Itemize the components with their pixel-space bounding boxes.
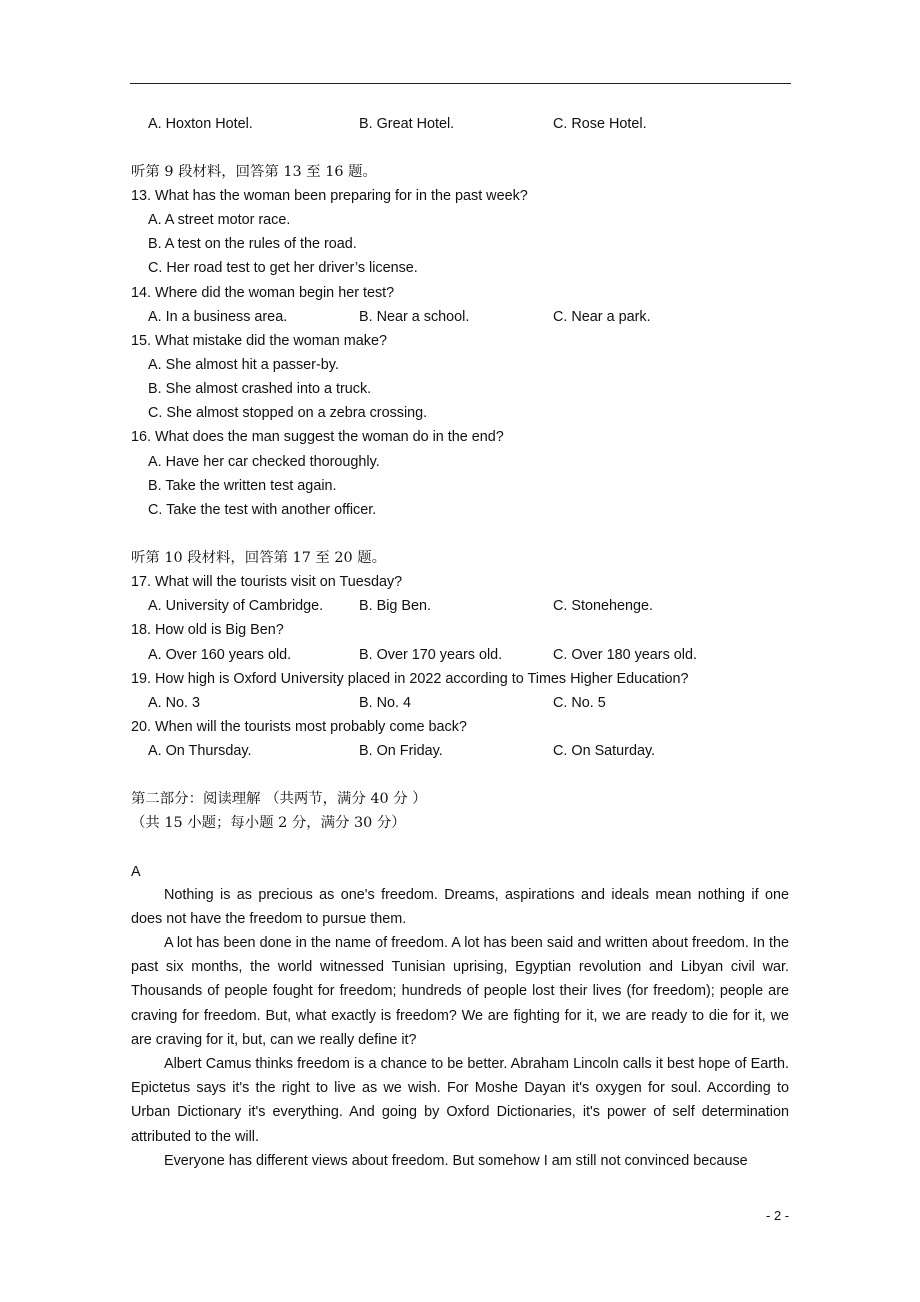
q18-option-b: B. Over 170 years old.	[359, 647, 503, 663]
q13-option-a: A. A street motor race.	[148, 212, 291, 228]
q13-option-b: B. A test on the rules of the road.	[148, 236, 357, 252]
q14-question: 14. Where did the woman begin her test?	[131, 285, 395, 301]
passage-paragraph-3: Albert Camus thinks freedom is a chance to be better. Abraham Lincoln calls it best hope of Earth. Epictetus says it's the right to live as we wish. For Moshe Dayan it's oxygen for soul. According to Urban Dictionary it's everything. And going by Oxford Dictionaries, it's power of self determination attributed to the will.	[131, 1056, 789, 1145]
passage-label: A	[131, 864, 141, 880]
passage-paragraph-2: A lot has been done in the name of freedom. A lot has been said and written about freedom. In the past six months, the world witnessed Tunisian uprising, Egyptian revolution and Libyan civil war. Thousands of people fought for freedom; hundreds of people lost their lives (for freedom); people are craving for freedom. But, what exactly is freedom? We are fighting for it, we are ready to die for it, we are craving for it, but, can we really define it?	[131, 935, 789, 1048]
q15-question: 15. What mistake did the woman make?	[131, 333, 387, 349]
q20-option-a: A. On Thursday.	[148, 743, 252, 759]
q15-option-c: C. She almost stopped on a zebra crossing.	[148, 405, 428, 421]
page-number: - 2 -	[766, 1208, 790, 1223]
q20-option-b: B. On Friday.	[359, 743, 443, 759]
q19-option-c: C. No. 5	[553, 695, 606, 711]
q12-option-a: A. Hoxton Hotel.	[148, 116, 253, 132]
q18-option-a: A. Over 160 years old.	[148, 647, 292, 663]
part2-subtitle: （共 15 小题；每小题 2 分，满分 30 分）	[131, 815, 406, 831]
q16-option-c: C. Take the test with another officer.	[148, 502, 377, 518]
section-9-header: 听第 9 段材料，回答第 13 至 16 题。	[131, 164, 377, 180]
q17-option-b: B. Big Ben.	[359, 598, 431, 614]
section-10-header: 听第 10 段材料，回答第 17 至 20 题。	[131, 550, 387, 566]
q20-option-c: C. On Saturday.	[553, 743, 656, 759]
q12-option-c: C. Rose Hotel.	[553, 116, 647, 132]
passage-paragraph-4: Everyone has different views about freedom. But somehow I am still not convinced because	[164, 1153, 748, 1169]
q14-option-b: B. Near a school.	[359, 309, 470, 325]
q18-option-c: C. Over 180 years old.	[553, 647, 697, 663]
q15-option-b: B. She almost crashed into a truck.	[148, 381, 372, 397]
header-rule	[130, 83, 791, 84]
q16-option-b: B. Take the written test again.	[148, 478, 337, 494]
q19-option-b: B. No. 4	[359, 695, 411, 711]
q19-question: 19. How high is Oxford University placed in 2022 according to Times Higher Education?	[131, 671, 689, 687]
q19-option-a: A. No. 3	[148, 695, 200, 711]
q12-option-b: B. Great Hotel.	[359, 116, 455, 132]
q17-question: 17. What will the tourists visit on Tuesday?	[131, 574, 403, 590]
q14-option-c: C. Near a park.	[553, 309, 651, 325]
q13-question: 13. What has the woman been preparing for in the past week?	[131, 188, 528, 204]
q16-question: 16. What does the man suggest the woman do in the end?	[131, 429, 504, 445]
q17-option-c: C. Stonehenge.	[553, 598, 654, 614]
q20-question: 20. When will the tourists most probably come back?	[131, 719, 467, 735]
q17-option-a: A. University of Cambridge.	[148, 598, 324, 614]
q16-option-a: A. Have her car checked thoroughly.	[148, 454, 380, 470]
passage-paragraph-1: Nothing is as precious as one's freedom. Dreams, aspirations and ideals mean nothing if one does not have the freedom to pursue them.	[131, 887, 789, 928]
q15-option-a: A. She almost hit a passer-by.	[148, 357, 339, 373]
part2-title: 第二部分：阅读理解 （共两节，满分 40 分 ）	[131, 791, 427, 807]
q18-question: 18. How old is Big Ben?	[131, 622, 284, 638]
q14-option-a: A. In a business area.	[148, 309, 288, 325]
q13-option-c: C. Her road test to get her driver’s license.	[148, 260, 418, 276]
